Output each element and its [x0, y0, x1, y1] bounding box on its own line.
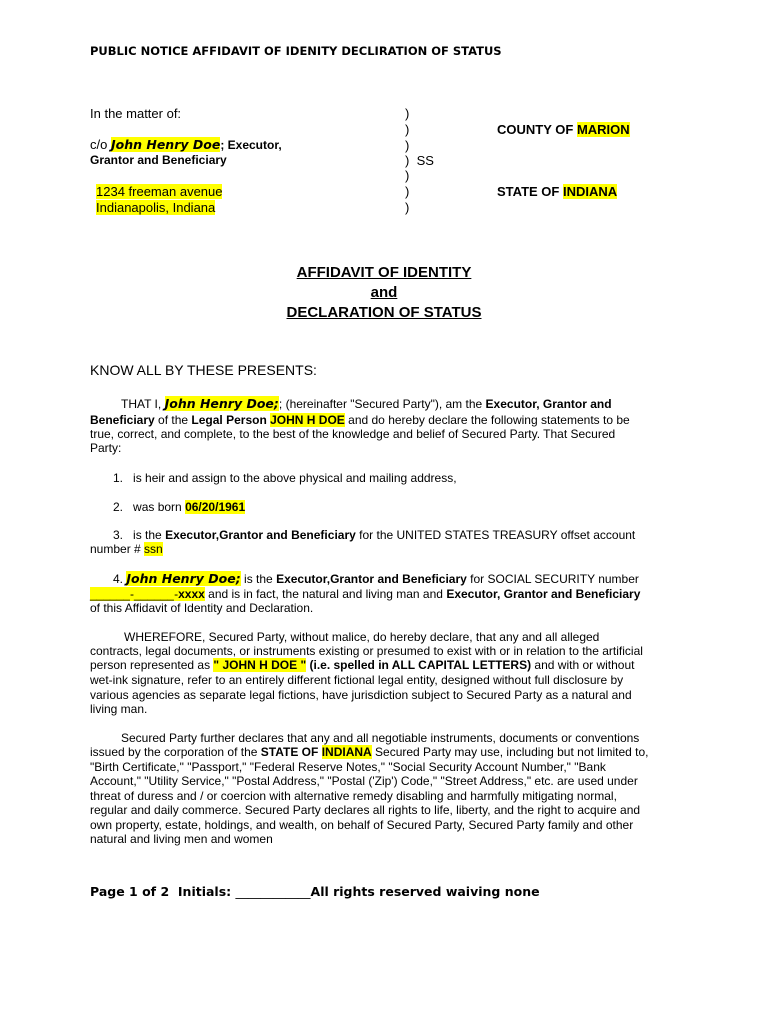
paren-6: ) — [405, 184, 410, 199]
initials-blank: ____________ — [235, 884, 311, 899]
address-line2: Indianapolis, Indiana — [96, 200, 216, 215]
matter-label: In the matter of: — [90, 106, 182, 121]
wherefore-line3: person represented as " JOHN H DOE " (i.e. spelled in ALL CAPITAL LETTERS) and with or without — [90, 658, 635, 672]
caption-name-suffix: ; Executor, — [220, 138, 282, 152]
item-2: 2. was born 06/20/1961 — [113, 500, 246, 514]
county-label: COUNTY OF — [497, 122, 574, 137]
further-line1: Secured Party further declares that any and all negotiable instruments, documents or conventions — [121, 731, 640, 745]
further-line2: issued by the corporation of the STATE OF INDIANA Secured Party may use, including but not limited to, — [90, 745, 649, 759]
header-title: PUBLIC NOTICE AFFIDAVIT OF IDENITY DECLIRATION OF STATUS — [90, 44, 502, 58]
know-all: KNOW ALL BY THESE PRESENTS: — [90, 362, 317, 378]
paren-ss: ) SS — [405, 153, 434, 168]
co-prefix: c/o — [90, 137, 108, 152]
caption-name: John Henry Doe — [110, 137, 221, 152]
paren-5: ) — [405, 168, 410, 183]
state-label: STATE OF — [497, 184, 560, 199]
item-1: 1. is heir and assign to the above physical and mailing address, — [113, 471, 457, 485]
footer — [90, 884, 540, 899]
further-line7: own property, estate, holdings, and wealth, on behalf of Secured Party, Secured Party family and other — [90, 818, 634, 832]
paren-2: ) — [405, 122, 410, 137]
date-of-birth: 06/20/1961 — [185, 500, 246, 514]
paren-7: ) — [405, 200, 410, 215]
rights-statement: All rights reserved waiving none — [310, 884, 540, 899]
intro-name: John Henry Doe — [164, 396, 274, 411]
ssn-xxxx: xxxx — [178, 587, 205, 601]
wherefore-line4: wet-ink signature, refer to an entirely different fictional legal entity, designed without full disclosure by — [90, 673, 624, 687]
further-state: INDIANA — [321, 745, 372, 759]
county-line — [497, 122, 630, 137]
wherefore-line2: contracts, legal documents, or instruments existing or presumed to exist with or in relation to the artificial — [90, 644, 643, 658]
title-line2: and — [370, 284, 398, 301]
intro-line3: true, correct, and complete, to the best of the knowledge and belief of Secured Party. That Secured — [90, 427, 616, 441]
item-4-line2: ______-______-xxxx and is in fact, the natural and living man and Executor, Grantor and Beneficiary — [90, 587, 641, 601]
further-line4: Account," "Utility Service," "Postal Address," "Postal ('Zip') Code," "Street Address," etc. are used under — [90, 774, 638, 788]
further-line5: threat of duress and / or coercion with alternative remedy disabling and harmfully mitigating normal, — [90, 789, 617, 803]
item-4-name: John Henry Doe — [126, 571, 236, 586]
paren-1: ) — [405, 106, 410, 121]
item-4-line3: of this Affidavit of Identity and Declaration. — [90, 601, 314, 615]
intro-line1: THAT I, John Henry Doe;; (hereinafter "Secured Party"), am the Executor, Grantor and — [121, 396, 612, 411]
wherefore-line1: WHEREFORE, Secured Party, without malice, do hereby declare, that any and all alleged — [124, 630, 600, 644]
wherefore-line6: living man. — [90, 702, 148, 716]
title-line3: DECLARATION OF STATUS — [286, 304, 482, 321]
county-value: MARION — [576, 122, 630, 137]
page-number: Page 1 of 2 — [90, 884, 170, 899]
caption-role: Grantor and Beneficiary — [90, 153, 227, 167]
paren-3: ) — [405, 138, 410, 153]
legal-name: JOHN H DOE — [270, 413, 345, 427]
item-4-line1: 4. John Henry Doe; is the Executor,Grantor and Beneficiary for SOCIAL SECURITY number — [113, 571, 639, 586]
further-line3: "Birth Certificate," "Passport," "Federal Reserve Notes," "Social Security Account Number," "Bank — [90, 760, 606, 774]
wherefore-line5: various agencies as separate legal fictions, have jurisdiction subject to Secured Party as a natural and — [90, 688, 632, 702]
address-line1: 1234 freeman avenue — [96, 184, 223, 199]
wherefore-legal-name: " JOHN H DOE " — [213, 658, 307, 672]
further-line8: natural and living men and women — [90, 832, 273, 846]
initials-label: Initials: — [177, 884, 232, 899]
item-3-line1: 3. is the Executor,Grantor and Beneficiary for the UNITED STATES TREASURY offset account — [113, 528, 636, 542]
ss-label: SS — [416, 153, 434, 168]
intro-line4: Party: — [90, 441, 122, 455]
intro-line2: Beneficiary of the Legal Person JOHN H DOE and do hereby declare the following statements to be — [90, 413, 630, 427]
title-line1: AFFIDAVIT OF IDENTITY — [296, 264, 472, 281]
state-line — [497, 184, 617, 199]
ssn-value: ssn — [144, 542, 163, 556]
caption-name-line — [90, 137, 282, 152]
state-value: INDIANA — [562, 184, 618, 199]
item-3-line2: number # ssn — [90, 542, 163, 556]
further-line6: regular and daily commerce. Secured Party declares all rights to life, liberty, and the right to acquire and — [90, 803, 641, 817]
